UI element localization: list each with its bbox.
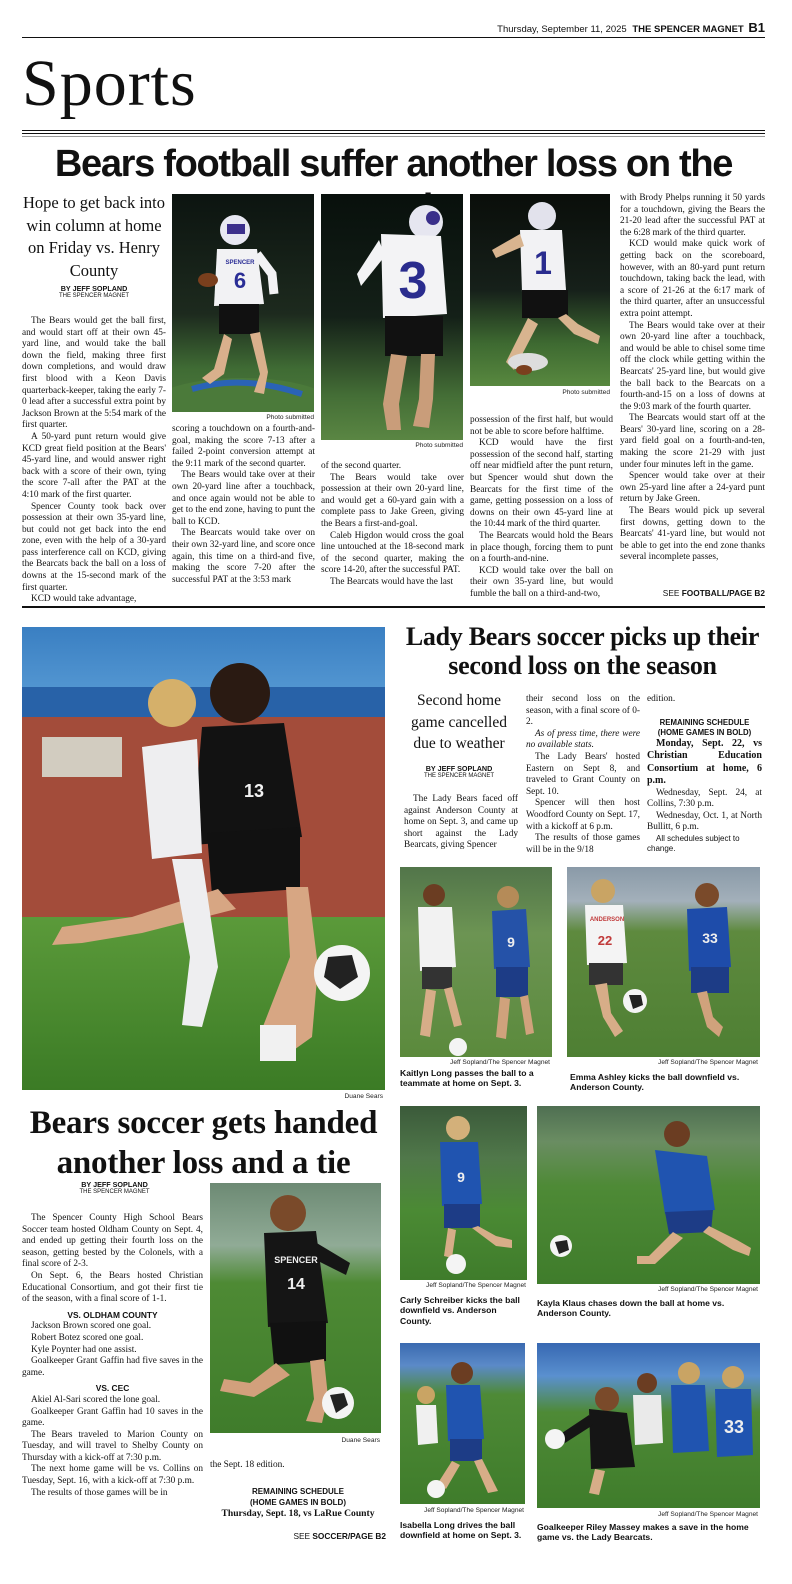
girls-col1-p1: The Lady Bears faced off against Anderson County at home on Sept. 3, and came up short against the Lady Bearcats, giving Spencer: [404, 794, 518, 851]
girls-schedule-sub: (HOME GAMES IN BOLD): [657, 727, 752, 737]
football-jersey-3: 3: [398, 252, 428, 310]
boys-oldham-3: Kyle Poynter had one assist.: [31, 1344, 137, 1355]
girls-col2-p1: their second loss on the season, with a final score of 0-2.: [526, 694, 640, 728]
girls-schedule-item-1: Wednesday, Sept. 24, at Collins, 7:30 p.m.: [647, 787, 762, 810]
boys-main-jersey: 13: [243, 781, 265, 801]
girls-photo6-credit: Jeff Sopland/The Spencer Magnet: [658, 1511, 758, 1518]
girls-photo3-jersey: 9: [457, 1169, 465, 1185]
boys-headline: Bears soccer gets handed another loss and a tie: [29, 1105, 378, 1181]
football-col3-p3: Caleb Higdon would cross the goal line untouched at the 18-second mark of the second quarter, making the score 14-20, after the successful PAT.: [321, 530, 464, 576]
girls-col3-top: edition.: [647, 694, 676, 704]
football-byline: BY JEFF SOPLAND: [60, 284, 128, 293]
boys-photo2-credit: Duane Sears: [341, 1437, 380, 1444]
football-col3-p2: The Bears would take over possession at their own 20-yard line, and would get a 60-yard gain with a complete pass to Jake Green, giving the Bears a first-and-goal.: [321, 472, 464, 529]
football-jersey-6: 6: [233, 268, 247, 293]
football-col5-p4: The Bearcats would start off at the Bears' 30-yard line, scoring on a 28-yard field goal on a fourth-and-ten, making the score 21-29 with just under four minutes left in the game.: [620, 413, 765, 470]
boys-schedule: [210, 1486, 386, 1520]
section-rule-3: [22, 136, 765, 137]
girls-photo-kayla: [537, 1106, 760, 1284]
boys-jump[interactable]: [210, 1531, 386, 1541]
girls-col3: [647, 694, 762, 854]
boys-cec-1: Akiel Al-Sari scored the lone goal.: [31, 1394, 161, 1405]
football-col5-p6: The Bears would pick up several first downs, getting down to the Bearcats' 41-yard line, but would not be able to get into the end zone thanks several incomplete passes,: [620, 506, 765, 563]
girls-subhead: Second home game cancelled due to weather: [411, 692, 507, 752]
football-photo-6-credit: Photo submitted: [266, 414, 314, 421]
football-col2: [172, 424, 315, 586]
girls-photo6-jersey: 33: [723, 1417, 745, 1437]
girls-schedule-note: All schedules subject to change.: [647, 833, 740, 853]
girls-byline-org: THE SPENCER MAGNET: [423, 773, 494, 779]
boys-byline-block: [22, 1180, 207, 1195]
girls-col2: [526, 694, 640, 856]
boys-cec-4: The next home game will be vs. Collins on Tuesday, Sept. 16, with a kick-off at 7:30 p.m.: [22, 1464, 203, 1487]
boys-oldham-2: Robert Botez scored one goal.: [31, 1332, 144, 1343]
football-col3-p1: of the second quarter.: [321, 461, 402, 471]
boys-col2-top: the Sept. 18 edition.: [210, 1460, 285, 1470]
girls-photo-emma: [567, 867, 760, 1057]
football-col3: [321, 461, 464, 589]
boys-oldham-head: VS. OLDHAM COUNTY: [67, 1309, 158, 1320]
football-jump-see: SEE: [662, 588, 680, 598]
girls-caption-4: Kayla Klaus chases down the ball at home vs. Anderson County.: [537, 1298, 725, 1319]
boys-photo2-word: SPENCER: [274, 1255, 318, 1265]
football-col1-p1: The Bears would get the ball first, and would start off at their own 45-yard line, and would take the ball down the field, making three first down completions, and would draw first blood with a Keon Davis quarterback-keeper, taking the early 7-0 lead after a successful extra point by Jackson Brown at the 5:54 mark of the first quarter.: [22, 316, 166, 431]
football-photo-3: [321, 194, 463, 440]
girls-schedule-home: Monday, Sept. 22, vs Christian Education Consortium at home, 6 p.m.: [647, 737, 762, 787]
girls-photo4-credit: Jeff Sopland/The Spencer Magnet: [658, 1286, 758, 1293]
boys-cec-3: The Bears traveled to Marion County on Tuesday, and will travel to Shelby County on Thursday with a kick-off at 7:30 p.m.: [22, 1429, 203, 1463]
football-jersey-1: 1: [534, 245, 552, 281]
boys-intro-p1: The Spencer County High School Bears Soccer team hosted Oldham County on Sept. 4, and ended up getting their fourth loss on the season, getting bested by the Colonels, with a final score of 2-3.: [22, 1213, 203, 1270]
girls-headline: Lady Bears soccer picks up their second loss on the season: [405, 622, 760, 680]
boys-schedule-home: Thursday, Sept. 18, vs LaRue County: [221, 1508, 375, 1519]
boys-jump-see: SEE: [293, 1531, 311, 1541]
football-jump[interactable]: [620, 588, 765, 598]
football-col4: [470, 415, 613, 601]
football-col2-p3: The Bearcats would take over on their own 32-yard line, and score once again, this time on a third-and five, making the score 7-20 after the successful PAT at the 3:53 mark: [172, 528, 315, 585]
girls-photo-carly: [400, 1106, 527, 1280]
boys-cec-5: The results of those games will be in: [31, 1487, 168, 1498]
football-photo-3-credit: Photo submitted: [415, 442, 463, 449]
boys-main-photo-credit: Duane Sears: [344, 1093, 383, 1100]
football-col2-p1: scoring a touchdown on a fourth-and-goal, making the score 7-13 after a failed 2-point conversion attempt at the 9:11 mark of the second quarter.: [172, 424, 315, 469]
football-headline: Bears football suffer another loss on the: [54, 143, 733, 185]
boys-schedule-title: REMAINING SCHEDULE: [251, 1487, 344, 1496]
girls-photo2-jersey-a: 22: [597, 933, 613, 948]
girls-col2-p4: The results of those games will be in the 9/18: [526, 833, 640, 855]
girls-col2-p3: Spencer will then host Woodford County on Sept. 17, with a kickoff at 6 p.m.: [526, 798, 640, 832]
page-header: [20, 20, 765, 36]
football-col1-p4: KCD would take advantage,: [31, 594, 137, 605]
boys-byline-org: THE SPENCER MAGNET: [79, 1189, 150, 1195]
boys-jump-ref: SOCCER/PAGE B2: [312, 1531, 386, 1541]
girls-caption-6: Goalkeeper Riley Massey makes a save in the home game vs. the Lady Bearcats.: [537, 1522, 749, 1543]
football-jersey-word-1: SPENCER: [225, 260, 255, 266]
girls-photo2-jersey-b: 33: [702, 930, 718, 946]
section-title: Sports: [22, 47, 197, 120]
boys-cec-2: Goalkeeper Grant Gaffin had 10 saves in the game.: [22, 1406, 203, 1429]
girls-schedule-item-2: Wednesday, Oct. 1, at North Bullitt, 6 p.m.: [647, 810, 762, 833]
football-bottom-rule: [22, 606, 765, 608]
football-photo-6: [172, 194, 314, 412]
boys-col1: [22, 1213, 203, 1499]
girls-col1: [404, 794, 518, 852]
football-col4-p3: The Bearcats would hold the Bears in place though, forcing them to punt on a fourth-and-nine.: [470, 530, 613, 565]
football-col5-p2: KCD would make quick work of getting back on the scoreboard, however, with an 80-yard punt return touchdown, taking back the lead, with a score of 21-26 at the 6:17 mark of the third quarter, after an unsuccessful extra point attempt.: [620, 239, 765, 319]
football-col5: [620, 193, 765, 564]
header-date: Thursday, September 11, 2025: [497, 24, 627, 35]
header-page: B1: [748, 20, 765, 35]
girls-byline-block: [400, 764, 518, 779]
boys-soccer-photo-2: [210, 1183, 381, 1433]
football-byline-org: THE SPENCER MAGNET: [58, 293, 129, 299]
boys-intro-p2: On Sept. 6, the Bears hosted Christian Educational Consortium, and got their first tie of the season, with a final score of 1-1.: [22, 1270, 203, 1305]
boys-schedule-sub: (HOME GAMES IN BOLD): [250, 1498, 346, 1507]
girls-caption-2: Emma Ashley kicks the ball downfield vs. Anderson County.: [570, 1072, 740, 1093]
football-byline-block: [22, 284, 166, 299]
section-rule-1: [22, 130, 765, 131]
girls-col2-italic: As of press time, there were no available stats.: [526, 728, 640, 751]
boys-col2: [210, 1460, 386, 1472]
girls-photo-isabella: [400, 1343, 525, 1504]
boys-cec-head: VS. CEC: [95, 1383, 130, 1394]
football-photo-1-credit: Photo submitted: [562, 389, 610, 396]
section-rule-2: [22, 133, 765, 134]
boys-soccer-main-photo: [22, 627, 385, 1090]
girls-photo1-jersey: 9: [507, 934, 515, 950]
football-col3-p4: The Bearcats would have the last: [330, 576, 454, 587]
boys-oldham-1: Jackson Brown scored one goal.: [31, 1321, 152, 1332]
boys-photo2-jersey: 14: [287, 1276, 305, 1293]
girls-photo2-word: ANDERSON: [589, 917, 625, 923]
football-col2-p2: The Bears would take over at their own 20-yard line after a touchback, and once again would not be able to get to the end zone, having to punt the ball to KCD.: [172, 470, 315, 527]
football-col1-p3: Spencer County took back over possession at their own 35-yard line, but could not get back into the end zone, even with the help of a 30-yard pass interference call on KCD, giving the Bearcats back the ball on a loss of downs at the 15-second mark of the first quarter.: [22, 501, 166, 593]
boys-byline: BY JEFF SOPLAND: [81, 1180, 148, 1189]
girls-photo-kaitlyn: [400, 867, 552, 1057]
football-col4-p4: KCD would take over the ball on their own 35-yard line, but would fumble the ball on a third-and-two,: [470, 565, 613, 599]
football-col4-p1: possession of the first half, but would not be able to score before halftime.: [470, 415, 613, 437]
girls-schedule-title: REMAINING SCHEDULE: [659, 717, 750, 727]
boys-oldham-4: Goalkeeper Grant Gaffin had five saves in the game.: [22, 1356, 203, 1378]
girls-caption-3: Carly Schreiber kicks the ball downfield vs. Anderson County.: [400, 1295, 520, 1326]
football-col1: [22, 316, 166, 606]
football-col5-p3: The Bears would take over at their own 20-yard line after a touchback, and would be able to chisel some time off the clock while getting within the Bearcats' 25-yard line, but would give the ball back to the Bearcats on a fourth-and-15 on a loss of downs at the 9:03 mark of the fourth quarter.: [620, 320, 765, 412]
football-col5-p1: with Brody Phelps running it 50 yards for a touchdown, giving the Bears the 21-20 lead after the successful PAT at the 6:28 mark of the third quarter.: [620, 193, 765, 238]
football-subhead: Hope to get back into win column at home on Friday vs. Henry County: [22, 193, 166, 280]
girls-photo5-credit: Jeff Sopland/The Spencer Magnet: [424, 1507, 524, 1514]
girls-col2-p2: The Lady Bears' hosted Eastern on Sept 8, and traveled to Grant County on Sept. 10.: [526, 751, 640, 797]
football-col4-p2: KCD would have the first possession of the second half, starting off near midfield after the punt return, but Spencer would shut down the Bearcats for the first time of the game, getting possession on a loss of downs on their own 45-yard line at the 10:44 mark of the third quarter.: [470, 438, 613, 530]
girls-photo3-credit: Jeff Sopland/The Spencer Magnet: [426, 1282, 526, 1289]
football-jump-ref: FOOTBALL/PAGE B2: [681, 588, 765, 598]
header-paper: THE SPENCER MAGNET: [632, 24, 744, 35]
girls-photo1-credit: Jeff Sopland/The Spencer Magnet: [450, 1059, 550, 1066]
girls-photo-riley: [537, 1343, 760, 1508]
girls-caption-5: Isabella Long drives the ball downfield at home on Sept. 3.: [400, 1520, 522, 1541]
header-rule: [22, 37, 765, 38]
football-photo-1: [470, 194, 610, 386]
girls-photo2-credit: Jeff Sopland/The Spencer Magnet: [658, 1059, 758, 1066]
football-col1-p2: A 50-yard punt return would give KCD great field position at the Bears' 45-yard line, and would answer right back with a score of their own, tying the score 7-all after the PAT at the 4:10 mark of the first quarter.: [22, 431, 166, 500]
girls-caption-1: Kaitlyn Long passes the ball to a teammate at home on Sept. 3.: [400, 1068, 534, 1089]
girls-byline: BY JEFF SOPLAND: [425, 764, 493, 773]
football-col5-p5: Spencer would take over at their own 25-yard line after a 24-yard punt return by Jake Green.: [620, 471, 765, 505]
